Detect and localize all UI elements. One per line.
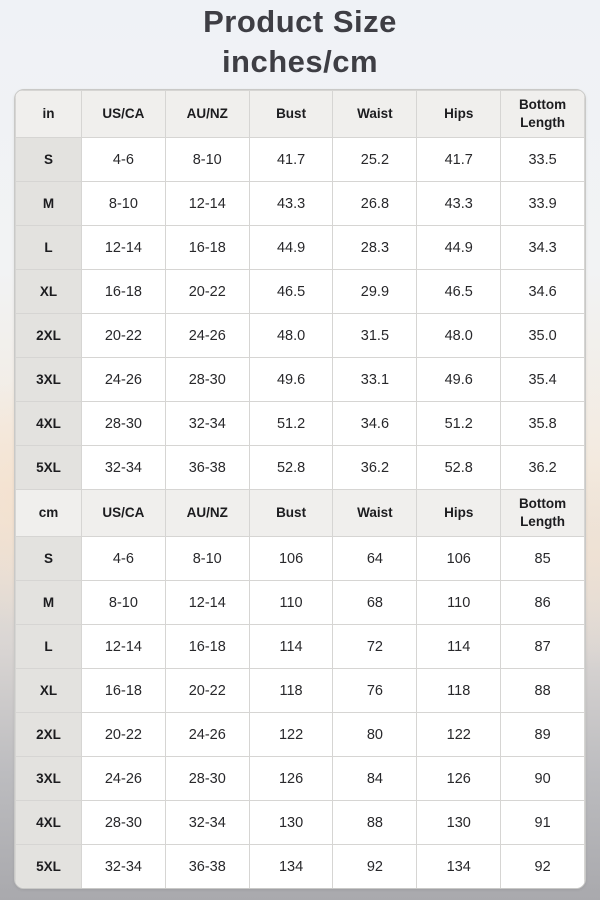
cell-value: 48.0 <box>249 314 333 358</box>
table-row <box>16 669 585 713</box>
cell-value: 16-18 <box>165 625 249 669</box>
size-label: 2XL <box>16 314 82 358</box>
cell-value: 24-26 <box>165 314 249 358</box>
cell-value: 106 <box>249 537 333 581</box>
size-label: XL <box>16 270 82 314</box>
column-header: in <box>16 91 82 138</box>
cell-value: 16-18 <box>82 270 166 314</box>
column-header: Bust <box>249 91 333 138</box>
cell-value: 43.3 <box>417 182 501 226</box>
table-row <box>16 182 585 226</box>
cell-value: 25.2 <box>333 138 417 182</box>
size-label: M <box>16 182 82 226</box>
table-header-row-in <box>16 91 585 138</box>
cell-value: 36.2 <box>333 446 417 490</box>
table-row <box>16 402 585 446</box>
cell-value: 33.1 <box>333 358 417 402</box>
table-row <box>16 625 585 669</box>
table-row <box>16 446 585 490</box>
page-title-line1: Product Size <box>203 4 397 39</box>
size-table-body <box>16 91 585 889</box>
table-header-row-cm <box>16 490 585 537</box>
size-label: 3XL <box>16 358 82 402</box>
table-row <box>16 358 585 402</box>
cell-value: 28-30 <box>165 358 249 402</box>
cell-value: 4-6 <box>82 138 166 182</box>
table-row <box>16 801 585 845</box>
cell-value: 49.6 <box>417 358 501 402</box>
column-header: US/CA <box>82 91 166 138</box>
column-header: cm <box>16 490 82 537</box>
cell-value: 35.0 <box>501 314 585 358</box>
cell-value: 32-34 <box>165 801 249 845</box>
table-row <box>16 537 585 581</box>
cell-value: 20-22 <box>82 314 166 358</box>
cell-value: 34.3 <box>501 226 585 270</box>
cell-value: 28-30 <box>82 801 166 845</box>
cell-value: 44.9 <box>417 226 501 270</box>
size-label: 2XL <box>16 713 82 757</box>
cell-value: 118 <box>249 669 333 713</box>
size-label: XL <box>16 669 82 713</box>
column-header: AU/NZ <box>165 91 249 138</box>
cell-value: 12-14 <box>82 625 166 669</box>
cell-value: 68 <box>333 581 417 625</box>
column-header: Bust <box>249 490 333 537</box>
cell-value: 52.8 <box>249 446 333 490</box>
cell-value: 80 <box>333 713 417 757</box>
size-label: 4XL <box>16 402 82 446</box>
cell-value: 35.8 <box>501 402 585 446</box>
cell-value: 86 <box>501 581 585 625</box>
column-header: Bottom Length <box>501 490 585 537</box>
cell-value: 41.7 <box>249 138 333 182</box>
table-row <box>16 713 585 757</box>
cell-value: 33.9 <box>501 182 585 226</box>
cell-value: 49.6 <box>249 358 333 402</box>
cell-value: 46.5 <box>249 270 333 314</box>
table-row <box>16 226 585 270</box>
cell-value: 106 <box>417 537 501 581</box>
cell-value: 20-22 <box>165 270 249 314</box>
cell-value: 29.9 <box>333 270 417 314</box>
cell-value: 32-34 <box>82 845 166 889</box>
cell-value: 134 <box>417 845 501 889</box>
cell-value: 90 <box>501 757 585 801</box>
column-header: Waist <box>333 490 417 537</box>
cell-value: 35.4 <box>501 358 585 402</box>
cell-value: 118 <box>417 669 501 713</box>
cell-value: 92 <box>333 845 417 889</box>
cell-value: 36.2 <box>501 446 585 490</box>
cell-value: 85 <box>501 537 585 581</box>
cell-value: 16-18 <box>165 226 249 270</box>
column-header: AU/NZ <box>165 490 249 537</box>
cell-value: 34.6 <box>501 270 585 314</box>
cell-value: 51.2 <box>249 402 333 446</box>
cell-value: 72 <box>333 625 417 669</box>
cell-value: 32-34 <box>82 446 166 490</box>
cell-value: 24-26 <box>82 358 166 402</box>
table-row <box>16 270 585 314</box>
column-header: Bottom Length <box>501 91 585 138</box>
cell-value: 130 <box>417 801 501 845</box>
column-header: Waist <box>333 91 417 138</box>
size-label: 4XL <box>16 801 82 845</box>
cell-value: 31.5 <box>333 314 417 358</box>
cell-value: 41.7 <box>417 138 501 182</box>
cell-value: 33.5 <box>501 138 585 182</box>
cell-value: 46.5 <box>417 270 501 314</box>
cell-value: 64 <box>333 537 417 581</box>
cell-value: 34.6 <box>333 402 417 446</box>
cell-value: 110 <box>249 581 333 625</box>
cell-value: 76 <box>333 669 417 713</box>
size-label: S <box>16 138 82 182</box>
cell-value: 8-10 <box>82 581 166 625</box>
size-chart-card <box>14 89 586 889</box>
size-label: 5XL <box>16 845 82 889</box>
cell-value: 92 <box>501 845 585 889</box>
table-row <box>16 138 585 182</box>
size-table <box>15 90 585 889</box>
cell-value: 48.0 <box>417 314 501 358</box>
page-title <box>0 0 600 82</box>
size-label: 5XL <box>16 446 82 490</box>
cell-value: 8-10 <box>82 182 166 226</box>
cell-value: 12-14 <box>165 182 249 226</box>
cell-value: 12-14 <box>82 226 166 270</box>
table-row <box>16 757 585 801</box>
cell-value: 12-14 <box>165 581 249 625</box>
size-label: L <box>16 226 82 270</box>
cell-value: 89 <box>501 713 585 757</box>
cell-value: 51.2 <box>417 402 501 446</box>
cell-value: 88 <box>333 801 417 845</box>
size-label: S <box>16 537 82 581</box>
cell-value: 8-10 <box>165 537 249 581</box>
cell-value: 16-18 <box>82 669 166 713</box>
cell-value: 114 <box>417 625 501 669</box>
cell-value: 110 <box>417 581 501 625</box>
table-row <box>16 581 585 625</box>
cell-value: 91 <box>501 801 585 845</box>
size-label: M <box>16 581 82 625</box>
cell-value: 28-30 <box>82 402 166 446</box>
column-header: US/CA <box>82 490 166 537</box>
cell-value: 44.9 <box>249 226 333 270</box>
cell-value: 4-6 <box>82 537 166 581</box>
size-label: L <box>16 625 82 669</box>
cell-value: 87 <box>501 625 585 669</box>
cell-value: 24-26 <box>165 713 249 757</box>
cell-value: 134 <box>249 845 333 889</box>
cell-value: 20-22 <box>165 669 249 713</box>
table-row <box>16 314 585 358</box>
page-title-line2: inches/cm <box>221 44 379 79</box>
cell-value: 28-30 <box>165 757 249 801</box>
cell-value: 24-26 <box>82 757 166 801</box>
column-header: Hips <box>417 91 501 138</box>
table-row <box>16 845 585 889</box>
cell-value: 43.3 <box>249 182 333 226</box>
cell-value: 88 <box>501 669 585 713</box>
size-label: 3XL <box>16 757 82 801</box>
cell-value: 84 <box>333 757 417 801</box>
cell-value: 28.3 <box>333 226 417 270</box>
cell-value: 126 <box>417 757 501 801</box>
column-header: Hips <box>417 490 501 537</box>
cell-value: 122 <box>249 713 333 757</box>
cell-value: 36-38 <box>165 845 249 889</box>
cell-value: 130 <box>249 801 333 845</box>
cell-value: 8-10 <box>165 138 249 182</box>
cell-value: 122 <box>417 713 501 757</box>
cell-value: 114 <box>249 625 333 669</box>
cell-value: 52.8 <box>417 446 501 490</box>
cell-value: 26.8 <box>333 182 417 226</box>
cell-value: 32-34 <box>165 402 249 446</box>
cell-value: 20-22 <box>82 713 166 757</box>
cell-value: 126 <box>249 757 333 801</box>
cell-value: 36-38 <box>165 446 249 490</box>
